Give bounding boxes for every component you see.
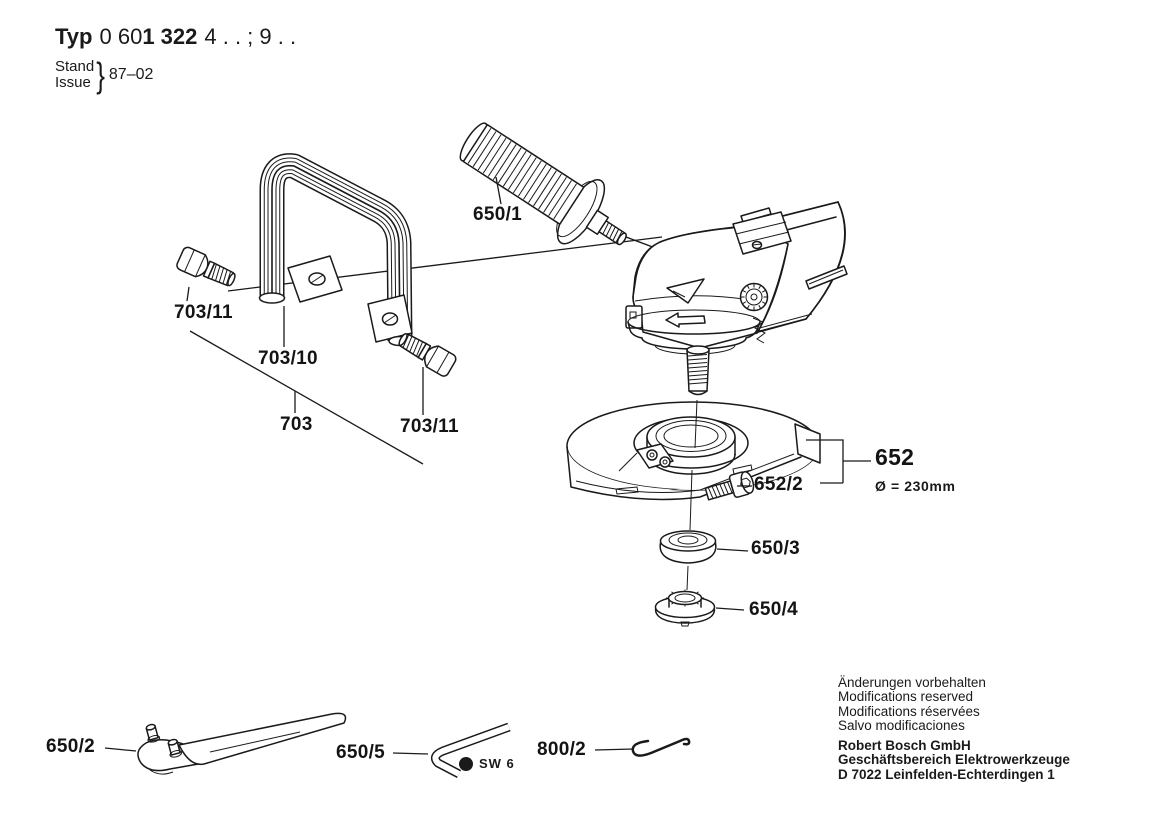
- label-clamp-screw: 652/2: [754, 474, 804, 495]
- angle-grinder-drawing: [626, 202, 847, 395]
- company-address: [838, 739, 1070, 782]
- note-es: Salvo modificaciones: [838, 718, 965, 734]
- label-clamping-nut: 650/4: [749, 599, 799, 620]
- bolt-left-drawing: [175, 246, 238, 292]
- side-handle-drawing: [448, 107, 645, 271]
- revision-label-de: Stand: [55, 58, 95, 75]
- company-name: Robert Bosch GmbH: [838, 738, 971, 753]
- backing-flange-drawing: [660, 531, 716, 563]
- note-fr: Modifications réservées: [838, 703, 980, 719]
- bullet-dot: [459, 757, 473, 771]
- bolt-right-drawing: [395, 328, 458, 378]
- type-number-bold: 1 322: [142, 24, 198, 49]
- clamping-nut-drawing: [656, 590, 715, 627]
- revision-brace: }: [96, 54, 105, 95]
- label-hex-key: 650/5: [336, 742, 386, 763]
- label-side-handle: 650/1: [473, 204, 523, 225]
- suspension-hook-drawing: [633, 739, 689, 756]
- pin-spanner-drawing: [138, 713, 346, 774]
- note-en: Modifications reserved: [838, 689, 974, 705]
- company-division: Geschäftsbereich Elektrowerkzeuge: [838, 752, 1070, 768]
- label-backing-flange: 650/3: [751, 538, 801, 559]
- label-suspension-hook: 800/2: [537, 739, 587, 760]
- note-de: Änderungen vorbehalten: [838, 675, 986, 690]
- company-city: D 7022 Leinfelden-Echterdingen 1: [838, 766, 1055, 782]
- modification-notes: [838, 676, 986, 734]
- gear-head: [626, 208, 791, 395]
- spindle-lock-knob: [741, 284, 768, 311]
- threaded-spindle: [687, 346, 709, 395]
- revision-label-en: Issue: [55, 74, 91, 91]
- handle-bracket-drawing: [175, 166, 457, 378]
- label-hex-key-size: SW 6: [479, 756, 515, 771]
- revision-value: 87–02: [108, 66, 154, 83]
- label-bolt-right: 703/11: [400, 416, 459, 437]
- type-label: Typ: [55, 24, 93, 49]
- label-handle-bracket: 703/10: [258, 348, 318, 369]
- label-wheel-guard: 652: [875, 444, 915, 470]
- type-number-suffix: 4 . . ; 9 . .: [204, 24, 297, 49]
- label-pin-spanner: 650/2: [46, 736, 96, 757]
- label-bolt-left: 703/11: [174, 302, 233, 323]
- type-number-prefix: 0 60: [99, 24, 143, 49]
- label-guard-diameter: Ø = 230mm: [875, 478, 956, 494]
- label-handle-assembly: 703: [280, 414, 313, 435]
